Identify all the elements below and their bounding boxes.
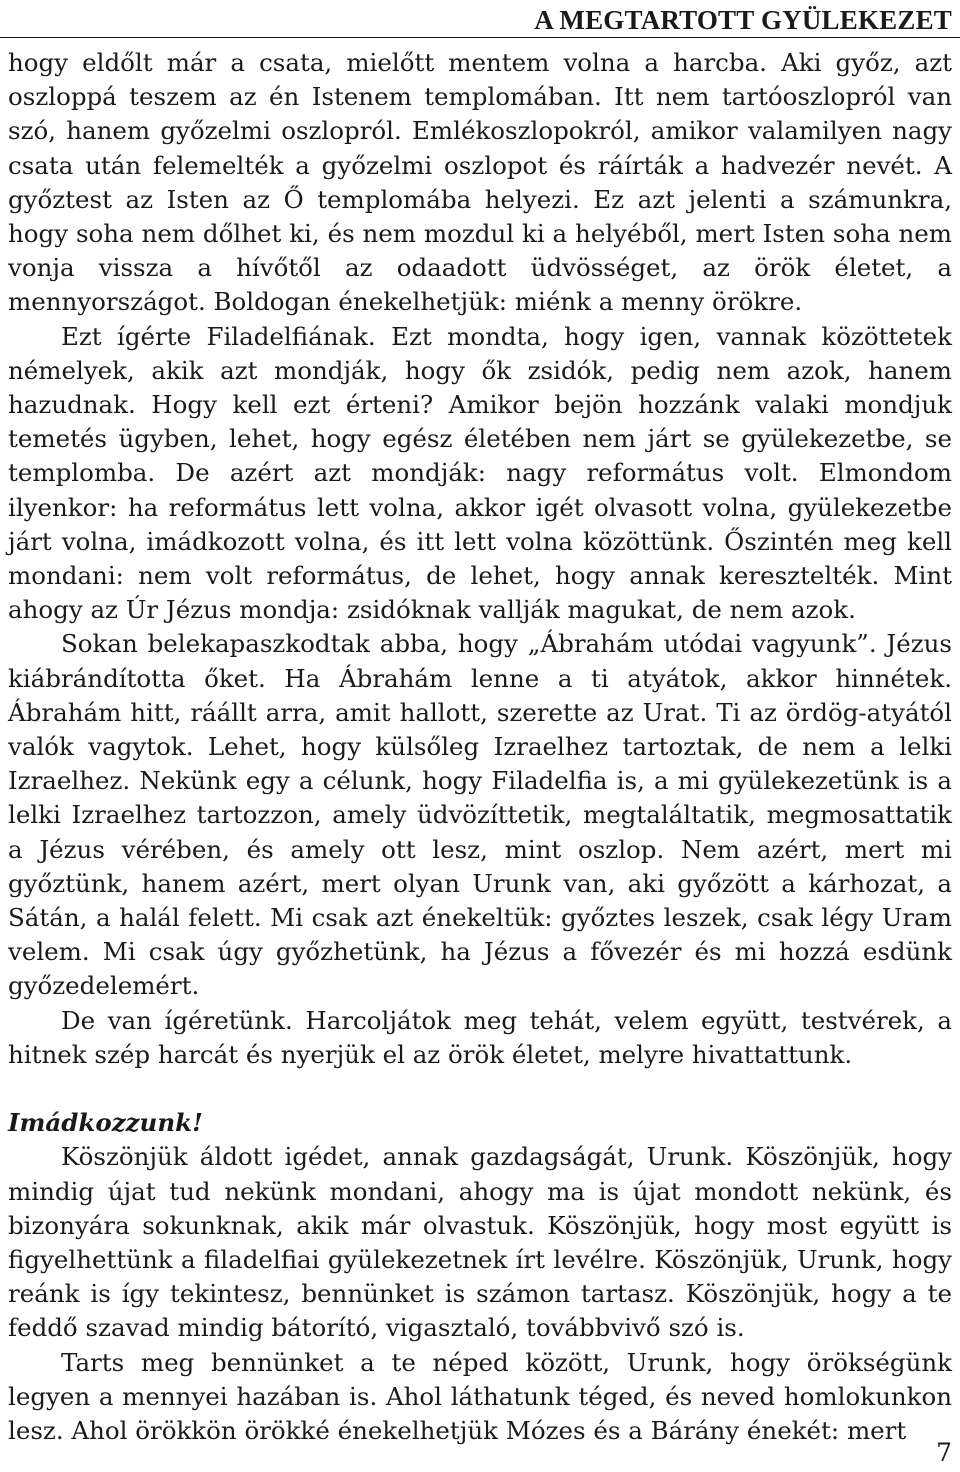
prayer-heading: Imádkozzunk!: [8, 1108, 203, 1138]
paragraph: Tarts meg bennünket a te néped között, Urunk, hogy örökségünk legyen a mennyei hazában is. Ahol láthatunk téged, és neved homlokunkon lesz. Ahol örökkön örökké énekelhetjük Mózes és a Bárány énekét: mert: [8, 1347, 952, 1445]
paragraph: De van ígéretünk. Harcoljátok meg tehát, velem együtt, testvérek, a hitnek szép harcát és nyerjük el az örök életet, melyre hivattattunk.: [8, 1005, 952, 1069]
header-rule: [0, 37, 960, 38]
paragraph: hogy eldőlt már a csata, mielőtt mentem volna a harcba. Aki győz, azt oszloppá teszem az én Istenem templomában. Itt nem tartóoszlopról van szó, hanem győzelmi oszlopról. Emlékoszlopokról, amikor valamilyen nagy csata után felemelték a győzelmi oszlopot és ráírták a hadvezér nevét. A győztest az Isten az Ő templomába helyezi. Ez azt jelenti a számunkra, hogy soha nem dőlhet ki, és nem mozdul ki a helyéből, mert Isten soha nem vonja vissza a hívőtől az odaadott üdvösséget, az örök életet, a mennyországot. Boldogan énekelhetjük: miénk a menny örökre.: [8, 48, 952, 317]
paragraph: Ezt ígérte Filadelfiának. Ezt mondta, hogy igen, vannak közöttetek némelyek, akik azt mondják, hogy ők zsidók, pedig nem azok, hanem hazudnak. Hogy kell ezt érteni? Amikor bejön hozzánk valaki mondjuk temetés ügyben, lehet, hogy egész életében nem járt se gyülekezetbe, se templomba. De azért azt mondják: nagy református volt. Elmondom ilyenkor: ha református lett volna, akkor igét olvasott volna, gyülekezetbe járt volna, imádkozott volna, és itt lett volna közöttünk. Őszintén meg kell mondani: nem volt református, de lehet, hogy annak keresztelték. Mint ahogy az Úr Jézus mondja: zsidóknak vallják magukat, de nem azok.: [8, 321, 952, 625]
page-number: 7: [936, 1438, 952, 1467]
paragraph: Köszönjük áldott igédet, annak gazdagságát, Urunk. Köszönjük, hogy mindig újat tud nekünk mondani, ahogy ma is újat mondott nekünk, és bizonyára sokunknak, akik már olvastuk. Köszönjük, hogy most együtt is figyelhettünk a filadelfiai gyülekezetnek írt levélre. Köszönjük, Urunk, hogy reánk is így tekintesz, bennünket is számon tartasz. Köszönjük, hogy a te feddő szavad mindig bátorító, vigasztaló, továbbvivő szó is.: [8, 1142, 952, 1343]
paragraph: Sokan belekapaszkodtak abba, hogy „Ábrahám utódai vagyunk”. Jézus kiábrándította őket. Ha Ábrahám lenne a ti atyátok, akkor hinnétek. Ábrahám hitt, ráállt arra, amit hallott, szerette az Urat. Ti az ördög-atyától valók vagytok. Lehet, hogy külsőleg Izraelhez tartoztak, de nem a lelki Izraelhez. Nekünk egy a célunk, hogy Filadelfia is, a mi gyülekezetünk is a lelki Izraelhez tartozzon, amely üdvözíttetik, megtaláltatik, megmosattatik a Jézus vérében, és amely ott lesz, mint oszlop. Nem azért, mert mi győztünk, hanem azért, mert olyan Urunk van, aki győzött a kárhozat, a Sátán, a halál felett. Mi csak azt énekeltük: győztes leszek, csak légy Uram velem. Mi csak úgy győzhetünk, ha Jézus a fővezér és mi hozzá esdünk győzedelemért.: [8, 629, 952, 1001]
running-title: A MEGTARTOTT GYÜLEKEZET: [534, 5, 952, 35]
body-text: [8, 46, 952, 1448]
